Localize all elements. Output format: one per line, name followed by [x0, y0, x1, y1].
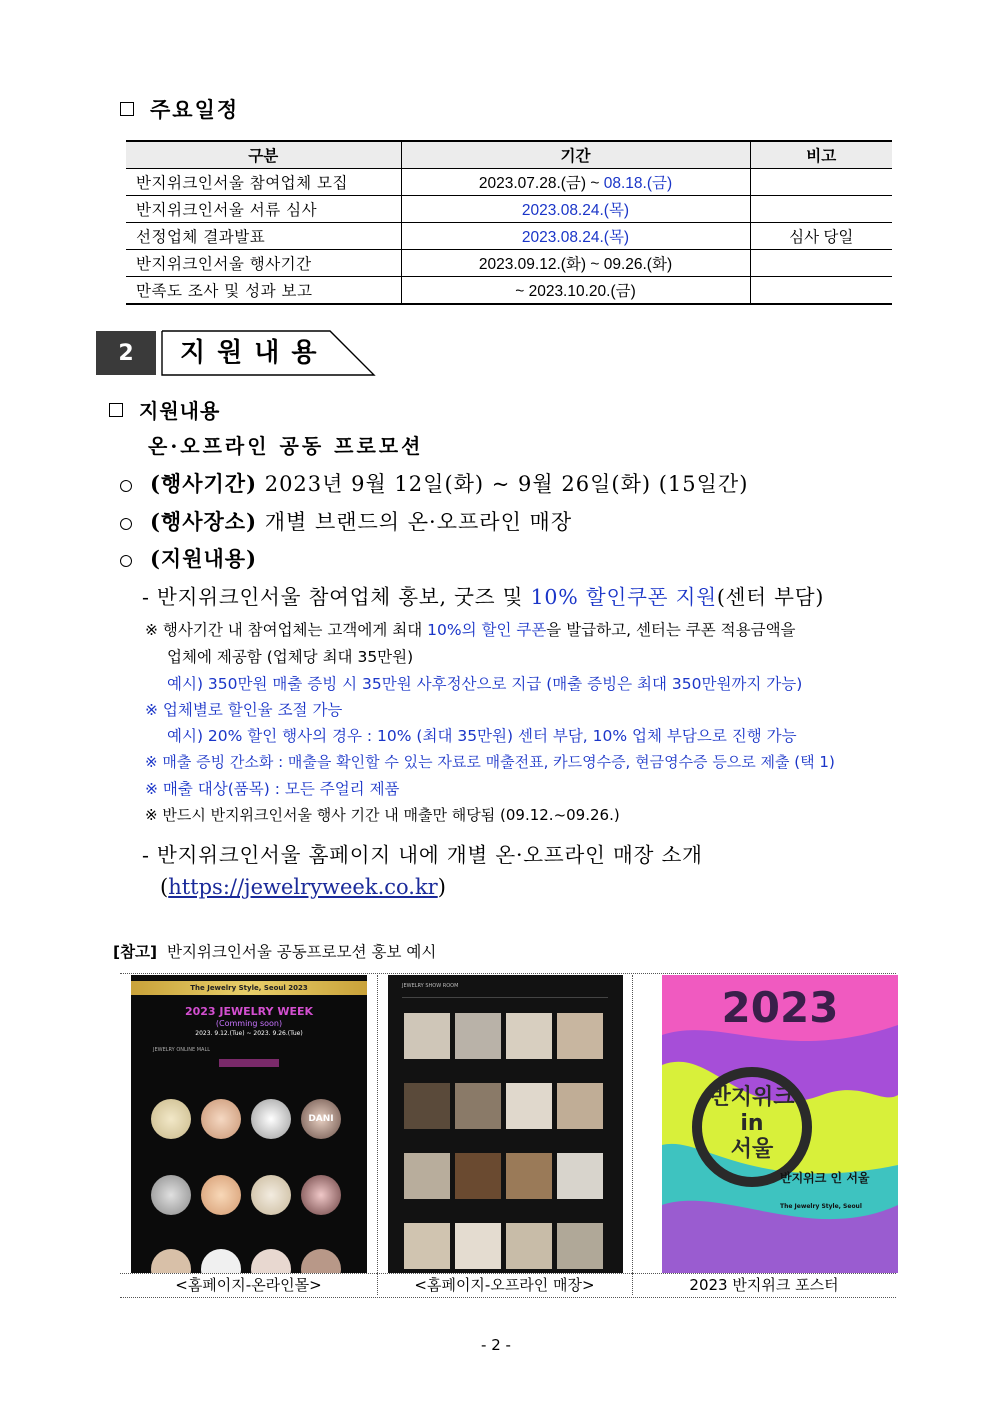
dash-coupon-support	[142, 580, 824, 610]
store-photo	[506, 1223, 552, 1269]
row-item: 선정업체 결과발표	[126, 223, 401, 250]
shot1-sub: (Comming soon)	[215, 1019, 283, 1028]
period-end: 2023.08.24.(목)	[521, 229, 630, 246]
product-image	[251, 1175, 291, 1215]
bullet-venue	[120, 506, 572, 536]
dash1-text: - 반지위크인서울 참여업체 홍보, 굿즈 및	[142, 585, 531, 609]
table-header-row	[126, 141, 892, 169]
row-item: 반지위크인서울 행사기간	[126, 250, 401, 277]
period-end: 08.18.(금)	[603, 175, 673, 192]
dash-homepage: - 반지위크인서울 홈페이지 내에 개별 온·오프라인 매장 소개	[142, 843, 703, 867]
product-image	[201, 1175, 241, 1215]
shot1-product-grid	[151, 1175, 347, 1215]
product-image	[151, 1099, 191, 1139]
homepage-link[interactable]: https://jewelryweek.co.kr	[168, 875, 438, 899]
shot1-dates: 2023. 9.12.(Tue) ~ 2023. 9.26.(Tue)	[195, 1030, 303, 1037]
product-image-logo: DANI	[301, 1099, 341, 1139]
bullet-label: (지원내용)	[150, 546, 258, 571]
note-period-only: ※ 반드시 반지위크인서울 행사 기간 내 매출만 해당됨 (09.12.~09.26.)	[145, 806, 620, 824]
store-photo	[404, 1223, 450, 1269]
product-image	[151, 1249, 191, 1273]
shot2-nav-line	[402, 997, 608, 998]
checkbox-square-icon	[120, 102, 134, 116]
shot1-product-grid	[151, 1099, 347, 1139]
row-note	[750, 169, 892, 196]
shot2-title: JEWELRY SHOW ROOM	[402, 983, 459, 989]
table-row	[126, 169, 892, 196]
store-photo	[557, 1013, 603, 1059]
bullet-text: 2023년 9월 12일(화) ~ 9월 26일(화) (15일간)	[257, 472, 749, 496]
store-photo	[557, 1153, 603, 1199]
figure-divider	[377, 975, 378, 1295]
url-close: )	[437, 875, 446, 899]
reference-text: 반지위크인서울 공동프로모션 홍보 예시	[166, 943, 437, 961]
row-period	[401, 250, 750, 277]
note-1-cont: 업체에 제공함 (업체당 최대 35만원)	[167, 648, 414, 666]
store-photo	[455, 1013, 501, 1059]
store-photo	[506, 1083, 552, 1129]
circle-bullet-icon	[120, 480, 132, 492]
product-image	[251, 1249, 291, 1273]
store-photo	[506, 1153, 552, 1199]
section-number: 2	[96, 331, 156, 375]
row-period	[401, 169, 750, 196]
note-target: ※ 매출 대상(품목) : 모든 주얼리 제품	[145, 780, 400, 798]
poster-logo-line: in	[740, 1111, 764, 1136]
table-row	[126, 196, 892, 223]
shot1-title: 2023 JEWELRY WEEK	[184, 1005, 314, 1018]
homepage-url-line	[160, 875, 446, 899]
bullet-support	[120, 543, 257, 573]
store-photo	[404, 1083, 450, 1129]
period-start: 2023.07.28.(금) ~	[478, 175, 604, 192]
reference-label: [참고]	[113, 943, 158, 961]
dash1-tail: (센터 부담)	[716, 585, 825, 609]
row-period	[401, 277, 750, 305]
bullet-text: 개별 브랜드의 온·오프라인 매장	[257, 510, 573, 534]
poster-logo-line: 반지위크	[709, 1085, 795, 1110]
poster-image	[662, 975, 898, 1273]
row-note: 심사 당일	[750, 223, 892, 250]
store-photo	[557, 1083, 603, 1129]
circle-bullet-icon	[120, 555, 132, 567]
bullet-period	[120, 468, 748, 498]
shot1-mall-label: JEWELRY ONLINE MALL	[153, 1047, 211, 1053]
offline-store-screenshot	[388, 975, 623, 1273]
checkbox-square-icon	[109, 403, 123, 417]
col-header-note: 비고	[750, 141, 892, 169]
note-1-c: 을 발급하고, 센터는 쿠폰 적용금액을	[546, 621, 796, 639]
row-note	[750, 277, 892, 305]
product-image	[201, 1099, 241, 1139]
grid-spacer	[404, 1064, 609, 1078]
period-start: 2023.09.12.(화) ~ 09.26.(화)	[478, 256, 673, 273]
schedule-heading-text: 주요일정	[150, 98, 240, 122]
product-image	[301, 1175, 341, 1215]
poster-year: 2023	[721, 983, 839, 1032]
product-image	[251, 1099, 291, 1139]
note-example-2: 예시) 20% 할인 행사의 경우 : 10% (최대 35만원) 센터 부담, 10% 업체 부담으로 진행 가능	[167, 727, 797, 745]
online-mall-screenshot	[131, 975, 367, 1273]
shot1-product-grid	[151, 1249, 347, 1273]
store-photo	[557, 1223, 603, 1269]
note-1	[145, 618, 796, 640]
url-open: (	[160, 875, 169, 899]
col-header-category: 구분	[126, 141, 401, 169]
schedule-table	[126, 140, 892, 305]
reference-caption	[113, 940, 436, 962]
section-title: 지원내용	[180, 338, 329, 368]
note-discount-adjust: ※ 업체별로 할인율 조절 가능	[145, 701, 343, 719]
table-row	[126, 223, 892, 250]
row-note	[750, 250, 892, 277]
row-item: 반지위크인서울 참여업체 모집	[126, 169, 401, 196]
store-photo	[455, 1083, 501, 1129]
table-row	[126, 277, 892, 305]
caption-online-mall: <홈페이지-온라인몰>	[120, 1273, 377, 1296]
row-item: 만족도 조사 및 성과 보고	[126, 277, 401, 305]
page-number: - 2 -	[481, 1336, 511, 1354]
store-photo	[455, 1223, 501, 1269]
col-header-period: 기간	[401, 141, 750, 169]
poster-title: 반지위크 인 서울	[780, 1171, 870, 1185]
note-1-a: ※ 행사기간 내 참여업체는 고객에게 최대	[145, 621, 428, 639]
note-1-highlight: 10%의 할인 쿠폰	[427, 621, 547, 639]
product-image	[301, 1249, 341, 1273]
dash1-highlight: 10% 할인쿠폰 지원	[530, 585, 717, 609]
period-end: 2023.08.24.(목)	[521, 202, 630, 219]
store-photo	[455, 1153, 501, 1199]
row-period	[401, 196, 750, 223]
support-heading-text: 지원내용	[139, 399, 221, 423]
row-item: 반지위크인서울 서류 심사	[126, 196, 401, 223]
caption-offline-store: <홈페이지-오프라인 매장>	[377, 1273, 632, 1296]
bullet-label: (행사기간)	[150, 471, 258, 496]
note-example-1: 예시) 350만원 매출 증빙 시 35만원 사후정산으로 지급 (매출 증빙은 최대 350만원까지 가능)	[167, 675, 803, 693]
poster-logo-text	[706, 1085, 798, 1163]
caption-poster: 2023 반지위크 포스터	[632, 1273, 896, 1296]
row-note	[750, 196, 892, 223]
poster-subtitle: The Jewelry Style, Seoul	[780, 1203, 862, 1210]
period-start: ~ 2023.10.20.(금)	[515, 283, 636, 300]
support-heading	[109, 395, 220, 424]
table-row	[126, 250, 892, 277]
bullet-label: (행사장소)	[150, 509, 258, 534]
poster-logo-line: 서울	[730, 1137, 774, 1162]
promo-title: 온·오프라인 공동 프로모션	[148, 434, 424, 458]
store-photo	[506, 1013, 552, 1059]
circle-bullet-icon	[120, 518, 132, 530]
product-image	[151, 1175, 191, 1215]
grid-spacer	[404, 1204, 609, 1218]
shot1-banner-bar	[219, 1059, 279, 1067]
store-photo	[404, 1013, 450, 1059]
store-photo	[404, 1153, 450, 1199]
shot1-banner: The Jewelry Style, Seoul 2023	[131, 981, 367, 995]
figure-divider	[632, 975, 633, 1295]
schedule-heading	[120, 94, 239, 124]
product-image	[201, 1249, 241, 1273]
grid-spacer	[404, 1134, 609, 1148]
row-period	[401, 223, 750, 250]
shot2-store-grid	[404, 1013, 609, 1269]
note-proof: ※ 매출 증빙 간소화 : 매출을 확인할 수 있는 자료로 매출전표, 카드영수증, 현금영수증 등으로 제출 (택 1)	[145, 753, 835, 771]
